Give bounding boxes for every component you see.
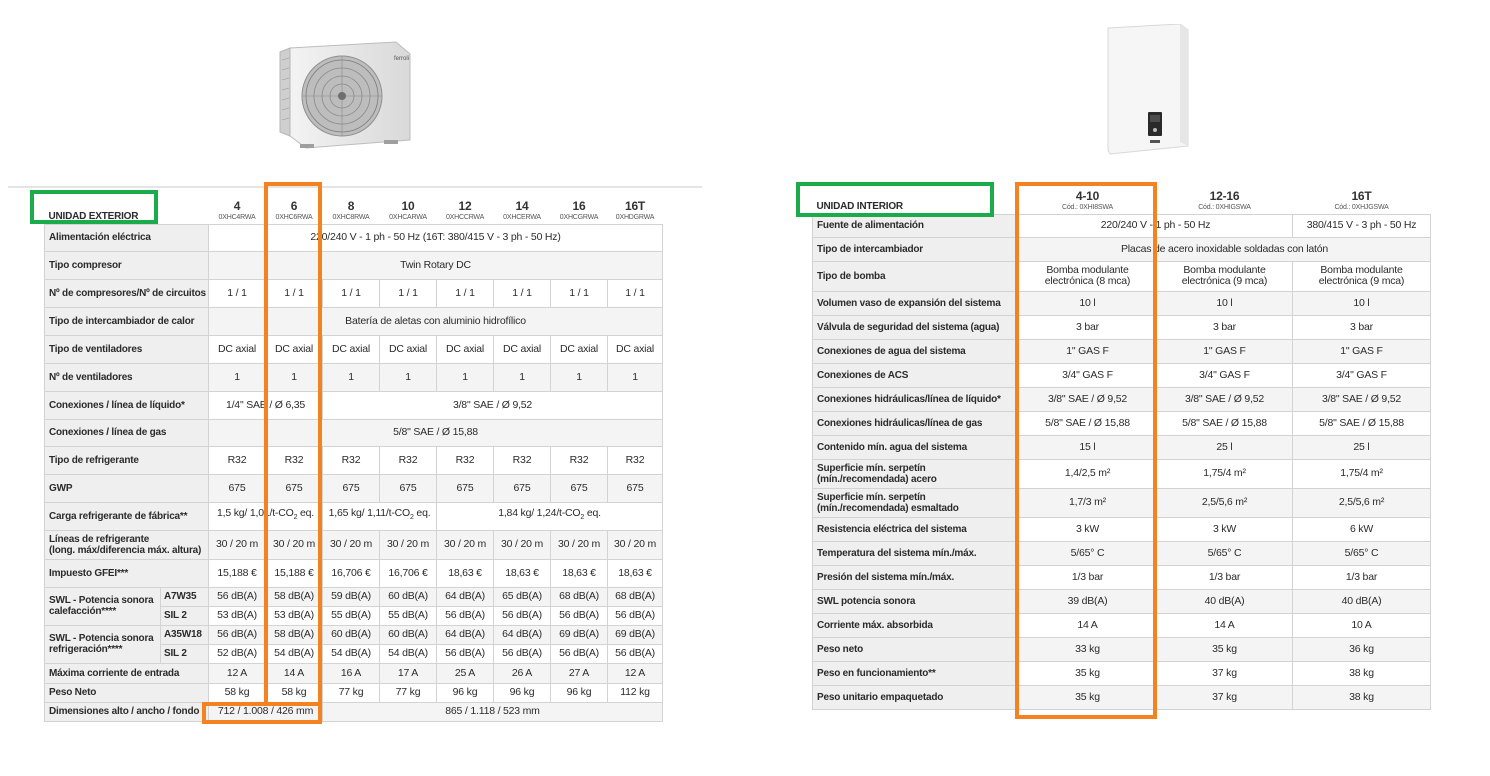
row-label: Corriente máx. absorbida	[813, 613, 1019, 637]
cell: 96 kg	[494, 683, 551, 702]
row-label: Conexiones de ACS	[813, 363, 1019, 387]
row-label: Carga refrigerante de fábrica**	[45, 502, 209, 530]
cell: 1	[323, 363, 380, 391]
cell: 675	[380, 474, 437, 502]
cell: 3 kW	[1019, 517, 1157, 541]
row-value: Twin Rotary DC	[209, 251, 663, 279]
row-label: Nº de ventiladores	[45, 363, 209, 391]
table-row	[813, 237, 1431, 261]
cell: 60 dB(A)	[380, 625, 437, 644]
table-row	[813, 435, 1431, 459]
cell: 5/8" SAE / Ø 15,88	[1293, 411, 1431, 435]
row-label: Tipo de intercambiador de calor	[45, 307, 209, 335]
table-row	[813, 589, 1431, 613]
cell: 55 dB(A)	[323, 606, 380, 625]
cell: 40 dB(A)	[1293, 589, 1431, 613]
table-row	[45, 446, 663, 474]
row-label: Temperatura del sistema mín./máx.	[813, 541, 1019, 565]
cell: 69 dB(A)	[608, 625, 663, 644]
indoor-unit-image	[1100, 24, 1194, 160]
row-label: Contenido mín. agua del sistema	[813, 435, 1019, 459]
cell: 1	[551, 363, 608, 391]
cell: 14 A	[266, 663, 323, 683]
table-row	[45, 419, 663, 446]
row-label: Peso en funcionamiento**	[813, 661, 1019, 685]
cell: R32	[437, 446, 494, 474]
cell: R32	[551, 446, 608, 474]
cell: 220/240 V - 1 ph - 50 Hz	[1019, 214, 1293, 237]
cell: 54 dB(A)	[380, 644, 437, 663]
cell: 53 dB(A)	[209, 606, 266, 625]
cell: 68 dB(A)	[608, 587, 663, 606]
cell: 675	[551, 474, 608, 502]
table-row	[813, 637, 1431, 661]
cell: 675	[266, 474, 323, 502]
cell: 58 dB(A)	[266, 587, 323, 606]
cell: 17 A	[380, 663, 437, 683]
table-row	[45, 251, 663, 279]
table-row	[45, 530, 663, 559]
cell: 65 dB(A)	[494, 587, 551, 606]
cell: 1,4/2,5 m²	[1019, 459, 1157, 488]
cell: 10 l	[1157, 291, 1293, 315]
cell: DC axial	[494, 335, 551, 363]
cell: R32	[209, 446, 266, 474]
cell: 12 A	[608, 663, 663, 683]
table-row	[45, 683, 663, 702]
cell: 15,188 €	[266, 559, 323, 587]
row-sublabel: SIL 2	[161, 606, 209, 625]
cell: R32	[380, 446, 437, 474]
cell: Bomba modulante electrónica (9 mca)	[1293, 261, 1431, 291]
table-row	[813, 613, 1431, 637]
cell: 56 dB(A)	[209, 625, 266, 644]
cell: 96 kg	[437, 683, 494, 702]
cell: 27 A	[551, 663, 608, 683]
model-header: 10 0XHCARWA	[380, 189, 437, 224]
cell: 2,5/5,6 m²	[1293, 488, 1431, 517]
cell: DC axial	[437, 335, 494, 363]
row-label: Superficie mín. serpetín (mín./recomendada) acero	[813, 459, 1019, 488]
cell: 712 / 1.008 / 426 mm	[209, 702, 323, 721]
row-label: Máxima corriente de entrada	[45, 663, 209, 683]
cell: 1	[209, 363, 266, 391]
cell: 3/8" SAE / Ø 9,52	[1293, 387, 1431, 411]
row-label: Presión del sistema mín./máx.	[813, 565, 1019, 589]
cell: 55 dB(A)	[380, 606, 437, 625]
cell: 1,75/4 m²	[1157, 459, 1293, 488]
cell: DC axial	[209, 335, 266, 363]
cell: 56 dB(A)	[608, 606, 663, 625]
cell: 5/65° C	[1293, 541, 1431, 565]
cell: 3 bar	[1293, 315, 1431, 339]
cell: DC axial	[608, 335, 663, 363]
cell: 52 dB(A)	[209, 644, 266, 663]
model-header: 4-10 Cód.: 0XHI8SWA	[1019, 182, 1157, 214]
cell: 3/8" SAE / Ø 9,52	[1157, 387, 1293, 411]
cell: 3 bar	[1157, 315, 1293, 339]
cell: 1" GAS F	[1019, 339, 1157, 363]
row-label: Tipo de ventiladores	[45, 335, 209, 363]
table-row	[45, 363, 663, 391]
row-label: Alimentación eléctrica	[45, 224, 209, 251]
cell: 5/65° C	[1019, 541, 1157, 565]
table-row	[813, 411, 1431, 435]
cell: 68 dB(A)	[551, 587, 608, 606]
row-sublabel: A35W18	[161, 625, 209, 644]
cell: 30 / 20 m	[209, 530, 266, 559]
cell: 675	[494, 474, 551, 502]
cell: 1,75/4 m²	[1293, 459, 1431, 488]
cell: 1,7/3 m²	[1019, 488, 1157, 517]
table-row	[45, 335, 663, 363]
cell: 14 A	[1019, 613, 1157, 637]
cell: 675	[437, 474, 494, 502]
cell: 2,5/5,6 m²	[1157, 488, 1293, 517]
cell: 675	[209, 474, 266, 502]
cell: 36 kg	[1293, 637, 1431, 661]
model-header: 12 0XHCCRWA	[437, 189, 494, 224]
interior-title: UNIDAD INTERIOR	[813, 182, 1019, 214]
cell: 3/8" SAE / Ø 9,52	[1019, 387, 1157, 411]
cell: 1,65 kg/ $1,11/t-CO_2$ eq.	[323, 502, 437, 530]
model-header: 8 0XHC8RWA	[323, 189, 380, 224]
cell: 30 / 20 m	[380, 530, 437, 559]
row-label: Tipo compresor	[45, 251, 209, 279]
cell: 5/8" SAE / Ø 15,88	[1019, 411, 1157, 435]
row-value: 220/240 V - 1 ph - 50 Hz (16T: 380/415 V - 3 ph - 50 Hz)	[209, 224, 663, 251]
cell: 30 / 20 m	[323, 530, 380, 559]
cell: 112 kg	[608, 683, 663, 702]
cell: 26 A	[494, 663, 551, 683]
cell: 25 l	[1157, 435, 1293, 459]
brand-logo: ferroli	[394, 56, 410, 62]
row-label: GWP	[45, 474, 209, 502]
table-row	[813, 459, 1431, 488]
table-row	[45, 474, 663, 502]
cell: DC axial	[380, 335, 437, 363]
cell: 56 dB(A)	[494, 606, 551, 625]
cell: Bomba modulante electrónica (8 mca)	[1019, 261, 1157, 291]
cell: 56 dB(A)	[608, 644, 663, 663]
cell: 18,63 €	[494, 559, 551, 587]
cell: 18,63 €	[437, 559, 494, 587]
cell: 16 A	[323, 663, 380, 683]
cell: 59 dB(A)	[323, 587, 380, 606]
cell: 37 kg	[1157, 685, 1293, 709]
cell: 1/3 bar	[1157, 565, 1293, 589]
row-label: Conexiones de agua del sistema	[813, 339, 1019, 363]
cell: 15 l	[1019, 435, 1157, 459]
table-row	[45, 224, 663, 251]
cell: 3/4" GAS F	[1293, 363, 1431, 387]
cell: 56 dB(A)	[437, 644, 494, 663]
row-label: Superficie mín. serpetín (mín./recomendada) esmaltado	[813, 488, 1019, 517]
cell: 53 dB(A)	[266, 606, 323, 625]
row-label: Conexiones / línea de líquido*	[45, 391, 209, 419]
cell: 1/3 bar	[1019, 565, 1157, 589]
cell: 1 / 1	[209, 279, 266, 307]
cell: 25 A	[437, 663, 494, 683]
cell: 1" GAS F	[1157, 339, 1293, 363]
cell: 1 / 1	[266, 279, 323, 307]
model-header: 14 0XHCERWA	[494, 189, 551, 224]
cell: 5/65° C	[1157, 541, 1293, 565]
table-row	[813, 291, 1431, 315]
cell: 30 / 20 m	[437, 530, 494, 559]
model-header: 16T Cód.: 0XHJGSWA	[1293, 182, 1431, 214]
table-row	[813, 541, 1431, 565]
row-label: Conexiones / línea de gas	[45, 419, 209, 446]
cell: 30 / 20 m	[266, 530, 323, 559]
table-row	[45, 391, 663, 419]
cell: 56 dB(A)	[209, 587, 266, 606]
cell: 1,84 kg/ $1,24/t-CO_2$ eq.	[437, 502, 663, 530]
cell: 1/4" SAE / Ø 6,35	[209, 391, 323, 419]
cell: 6 kW	[1293, 517, 1431, 541]
model-header: 6 0XHC6RWA	[266, 189, 323, 224]
row-label: Volumen vaso de expansión del sistema	[813, 291, 1019, 315]
cell: 1	[380, 363, 437, 391]
cell: 675	[323, 474, 380, 502]
cell: 12 A	[209, 663, 266, 683]
cell: 77 kg	[323, 683, 380, 702]
cell: 25 l	[1293, 435, 1431, 459]
cell: 38 kg	[1293, 661, 1431, 685]
cell: 5/8" SAE / Ø 15,88	[1157, 411, 1293, 435]
cell: 1 / 1	[494, 279, 551, 307]
cell: 865 / 1.118 / 523 mm	[323, 702, 663, 721]
cell: 58 kg	[266, 683, 323, 702]
cell: R32	[266, 446, 323, 474]
table-row	[45, 702, 663, 721]
table-row	[813, 661, 1431, 685]
row-label: Tipo de intercambiador	[813, 237, 1019, 261]
cell: 15,188 €	[209, 559, 266, 587]
cell: 18,63 €	[551, 559, 608, 587]
row-label: Nº de compresores/Nº de circuitos	[45, 279, 209, 307]
cell: DC axial	[323, 335, 380, 363]
cell: 3/4" GAS F	[1157, 363, 1293, 387]
model-header: 4 0XHC4RWA	[209, 189, 266, 224]
row-label: Líneas de refrigerante (long. máx/diferencia máx. altura)	[45, 530, 209, 559]
cell: 1 / 1	[437, 279, 494, 307]
cell: DC axial	[551, 335, 608, 363]
table-row	[813, 214, 1431, 237]
table-row	[813, 339, 1431, 363]
cell: 1/3 bar	[1293, 565, 1431, 589]
cell: 33 kg	[1019, 637, 1157, 661]
table-row	[813, 565, 1431, 589]
cell: R32	[608, 446, 663, 474]
row-label: Conexiones hidráulicas/línea de líquido*	[813, 387, 1019, 411]
cell: 77 kg	[380, 683, 437, 702]
model-header: 16 0XHCGRWA	[551, 189, 608, 224]
cell: Bomba modulante electrónica (9 mca)	[1157, 261, 1293, 291]
cell: 18,63 €	[608, 559, 663, 587]
table-row	[45, 502, 663, 530]
table-row	[813, 517, 1431, 541]
cell: 56 dB(A)	[551, 606, 608, 625]
row-label: Resistencia eléctrica del sistema	[813, 517, 1019, 541]
cell: 64 dB(A)	[437, 587, 494, 606]
cell: 56 dB(A)	[494, 644, 551, 663]
table-row	[813, 387, 1431, 411]
table-row	[45, 587, 663, 606]
cell: Placas de acero inoxidable soldadas con latón	[1019, 237, 1431, 261]
cell: 1	[494, 363, 551, 391]
row-sublabel: SIL 2	[161, 644, 209, 663]
table-row	[813, 685, 1431, 709]
exterior-spec-table	[44, 189, 663, 722]
cell: 3 kW	[1157, 517, 1293, 541]
cell: 54 dB(A)	[266, 644, 323, 663]
table-row	[813, 315, 1431, 339]
cell: 54 dB(A)	[323, 644, 380, 663]
cell: 14 A	[1157, 613, 1293, 637]
cell: 380/415 V - 3 ph - 50 Hz	[1293, 214, 1431, 237]
cell: 1	[608, 363, 663, 391]
cell: 16,706 €	[323, 559, 380, 587]
row-label: SWL potencia sonora	[813, 589, 1019, 613]
cell: 64 dB(A)	[494, 625, 551, 644]
cell: 37 kg	[1157, 661, 1293, 685]
table-row	[813, 261, 1431, 291]
row-label: SWL - Potencia sonora calefacción****	[45, 587, 161, 625]
cell: 38 kg	[1293, 685, 1431, 709]
cell: DC axial	[266, 335, 323, 363]
cell: 60 dB(A)	[323, 625, 380, 644]
cell: 40 dB(A)	[1157, 589, 1293, 613]
cell: 10 l	[1019, 291, 1157, 315]
cell: 1 / 1	[551, 279, 608, 307]
interior-spec-table	[812, 182, 1431, 710]
cell: 58 kg	[209, 683, 266, 702]
cell: R32	[494, 446, 551, 474]
table-row	[813, 488, 1431, 517]
exterior-title: UNIDAD EXTERIOR	[45, 189, 209, 224]
row-value: 5/8" SAE / Ø 15,88	[209, 419, 663, 446]
cell: 30 / 20 m	[608, 530, 663, 559]
cell: 96 kg	[551, 683, 608, 702]
divider-line	[8, 186, 702, 188]
model-header: 16T 0XHDGRWA	[608, 189, 663, 224]
cell: 3/4" GAS F	[1019, 363, 1157, 387]
model-header: 12-16 Cód.: 0XHIGSWA	[1157, 182, 1293, 214]
cell: 675	[608, 474, 663, 502]
cell: 1,5 kg/ $1,01/t-CO_2$ eq.	[209, 502, 323, 530]
row-label: Impuesto GFEI***	[45, 559, 209, 587]
cell: R32	[323, 446, 380, 474]
row-label: Fuente de alimentación	[813, 214, 1019, 237]
cell: 56 dB(A)	[437, 606, 494, 625]
cell: 69 dB(A)	[551, 625, 608, 644]
cell: 1" GAS F	[1293, 339, 1431, 363]
cell: 35 kg	[1157, 637, 1293, 661]
table-row	[45, 625, 663, 644]
cell: 1 / 1	[380, 279, 437, 307]
row-sublabel: A7W35	[161, 587, 209, 606]
row-label: Válvula de seguridad del sistema (agua)	[813, 315, 1019, 339]
row-label: Conexiones hidráulicas/línea de gas	[813, 411, 1019, 435]
cell: 1 / 1	[323, 279, 380, 307]
cell: 39 dB(A)	[1019, 589, 1157, 613]
cell: 30 / 20 m	[494, 530, 551, 559]
cell: 10 l	[1293, 291, 1431, 315]
table-row	[45, 559, 663, 587]
cell: 1	[266, 363, 323, 391]
row-label: Peso neto	[813, 637, 1019, 661]
cell: 10 A	[1293, 613, 1431, 637]
cell: 35 kg	[1019, 661, 1157, 685]
table-row	[45, 279, 663, 307]
row-label: Tipo de refrigerante	[45, 446, 209, 474]
cell: 1 / 1	[608, 279, 663, 307]
cell: 35 kg	[1019, 685, 1157, 709]
cell: 56 dB(A)	[551, 644, 608, 663]
cell: 64 dB(A)	[437, 625, 494, 644]
cell: 3/8" SAE / Ø 9,52	[323, 391, 663, 419]
cell: 16,706 €	[380, 559, 437, 587]
table-row	[813, 363, 1431, 387]
cell: 30 / 20 m	[551, 530, 608, 559]
row-label: Dimensiones alto / ancho / fondo	[45, 702, 209, 721]
outdoor-unit-image	[276, 40, 414, 150]
row-label: SWL - Potencia sonora refrigeración****	[45, 625, 161, 663]
cell: 60 dB(A)	[380, 587, 437, 606]
cell: 1	[437, 363, 494, 391]
table-row	[45, 307, 663, 335]
row-label: Peso Neto	[45, 683, 209, 702]
row-label: Tipo de bomba	[813, 261, 1019, 291]
row-value: Batería de aletas con aluminio hidrofílico	[209, 307, 663, 335]
table-row	[45, 663, 663, 683]
row-label: Peso unitario empaquetado	[813, 685, 1019, 709]
cell: 3 bar	[1019, 315, 1157, 339]
cell: 58 dB(A)	[266, 625, 323, 644]
